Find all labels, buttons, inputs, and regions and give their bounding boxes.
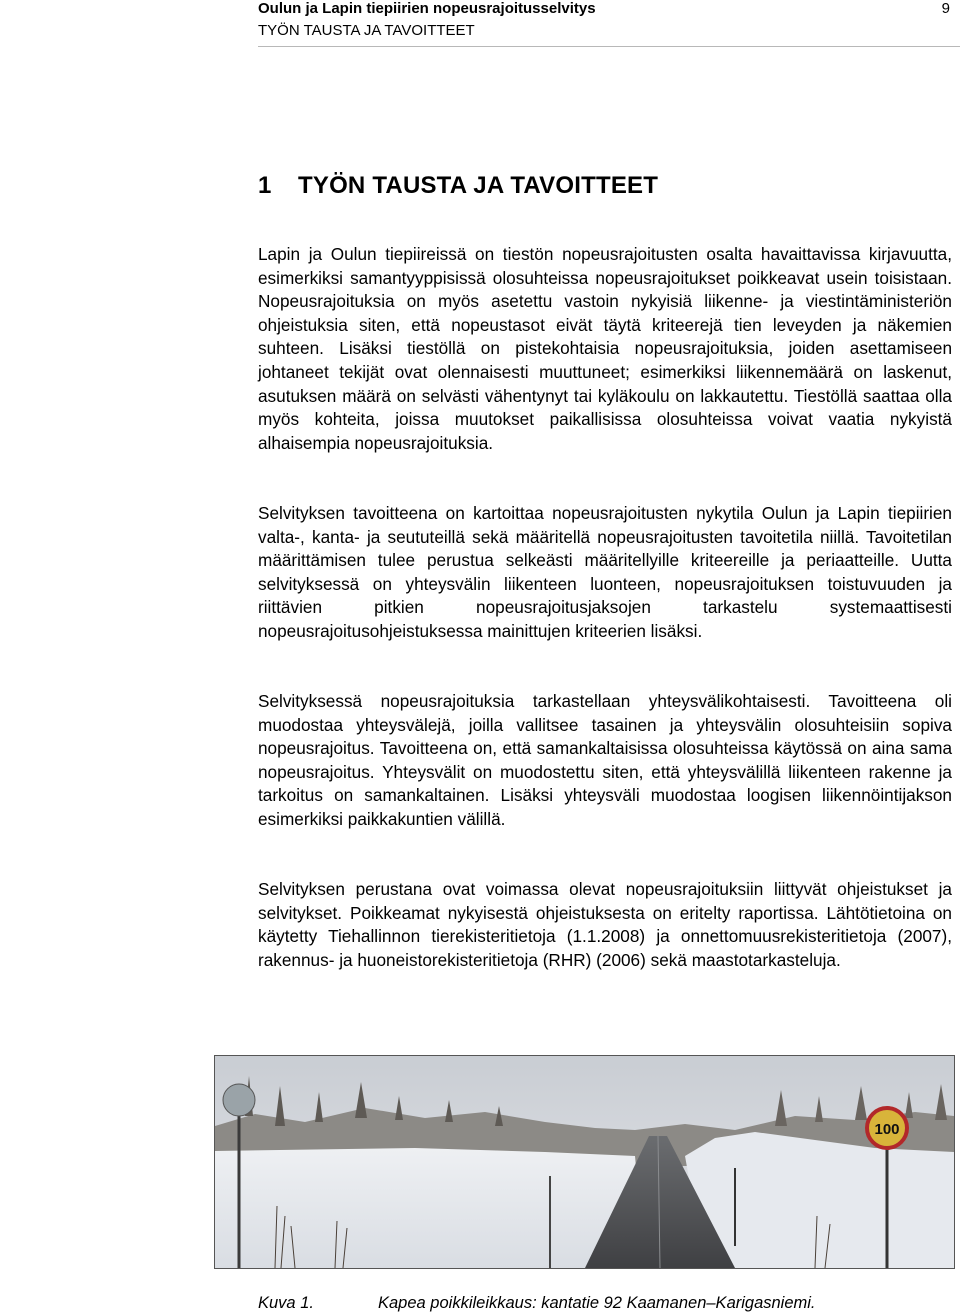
header-divider <box>258 46 960 47</box>
chapter-heading <box>258 172 658 200</box>
paragraph-1: Lapin ja Oulun tiepiireissä on tiestön nopeusrajoitusten osalta havaittavissa kirjavuutta, esimerkiksi samantyyppisissä olosuhteissa nopeusrajoitukset poikkeavat usein toisistaan. Nopeusrajoituksia on myös asetettu vastoin nykyisiä liikenne- ja viestintäministeriön ohjeistuksia siten, että nopeustasot eivät täytä kriteerejä tien leveyden ja näkemien suhteen. Lisäksi tiestöllä on pistekohtaisia nopeusrajoituksia, joiden asettamiseen johtaneet tekijät ovat olennaisesti muuttuneet; esimerkiksi liikennemäärä on laskenut, asutuksen määrä on selvästi vähentynyt tai kyläkoulu on lakkautettu. Tiestöllä saattaa olla myös kohteita, joissa muutokset paikallisissa olosuhteissa voivat vaatia nykyistä alhaisempia nopeusrajoituksia. <box>258 244 952 453</box>
paragraph-2: Selvityksen tavoitteena on kartoittaa nopeusrajoitusten nykytila Oulun ja Lapin tiepiirien valta-, kanta- ja seututeillä sekä määritellä nopeusrajoitusten tavoitetila niillä. Tavoitetilan määrittämisen tulee perustua selkeästi määritellyille kriteereille ja periaatteille. Uutta selvityksessä on yhteysvälin liikenteen luonteen, nopeusrajoituksen toistuvuuden ja riittävien pitkien nopeusrajoitusjaksojen tarkastelu systemaattisesti nopeusrajoitusohjeistuksessa mainittujen kriteerien lisäksi. <box>258 503 952 641</box>
figure-caption: Kapea poikkileikkaus: kantatie 92 Kaamanen–Karigasniemi. <box>378 1294 816 1312</box>
document-title: Oulun ja Lapin tiepiirien nopeusrajoitusselvitys <box>258 0 596 17</box>
page-number: 9 <box>941 0 950 17</box>
paragraph-3: Selvityksessä nopeusrajoituksia tarkastellaan yhteysvälikohtaisesti. Tavoitteena oli muodostaa yhteysvälejä, joilla vallitsee tasainen ja yhteysvälin olosuhteisiin sopiva nopeusrajoitus. Tavoitteena on, että samankaltaisissa olosuhteissa käytössä on aina sama nopeusrajoitus. Yhteysvälit on muodostettu siten, että yhteysvälillä liikenteen rakenne ja tarkoitus on samankaltainen. Lisäksi yhteysväli muodostaa loogisen liikennöintijakson esimerkiksi paikkakuntien välillä. <box>258 691 952 829</box>
paragraph-4: Selvityksen perustana ovat voimassa olevat nopeusrajoituksiin liittyvät ohjeistukset ja selvitykset. Poikkeamat nykyisestä ohjeistuksesta on eritelty raportissa. Lähtötietoina on käytetty Tiehallinnon tierekisteritietoja (1.1.2008) ja onnettomuusrekisteritietoja (2007), rakennus- ja huoneistorekisteritietoja (RHR) (2006) sekä maastotarkasteluja. <box>258 879 952 970</box>
page-header <box>258 0 960 46</box>
figure-label: Kuva 1. <box>258 1294 314 1312</box>
chapter-title: TYÖN TAUSTA JA TAVOITTEET <box>298 172 659 199</box>
speed-limit-sign: 100 <box>874 1121 900 1138</box>
chapter-number: 1 <box>258 172 272 199</box>
road-photo <box>214 1055 955 1269</box>
section-subtitle: TYÖN TAUSTA JA TAVOITTEET <box>258 22 475 39</box>
